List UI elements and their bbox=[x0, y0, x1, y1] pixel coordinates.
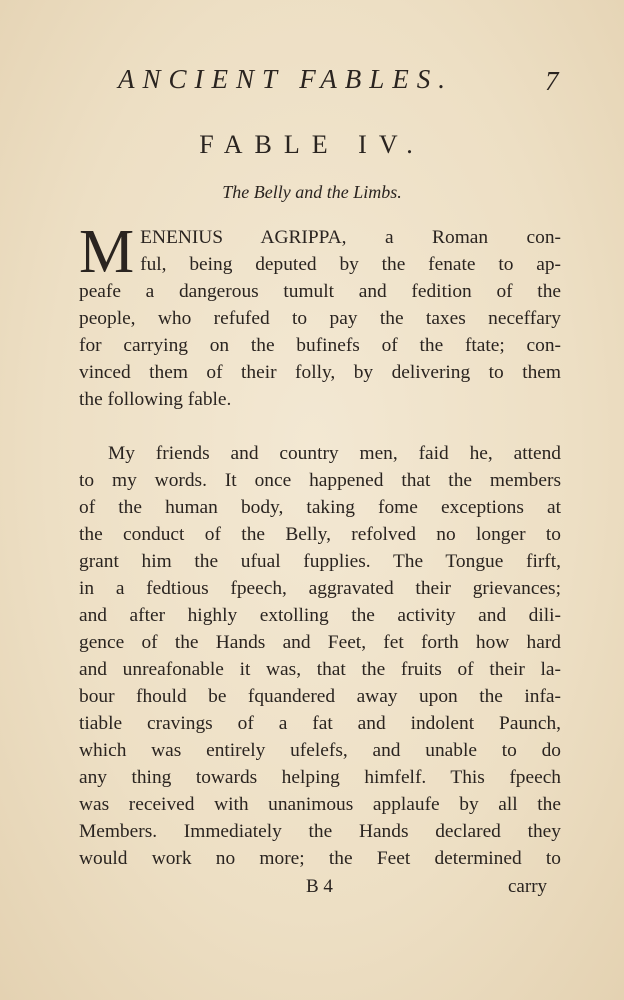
text-line: gence of the Hands and Feet, fet forth how hard bbox=[79, 632, 561, 653]
text-line: Members. Immediately the Hands declared they bbox=[79, 821, 561, 842]
page-number: 7 bbox=[545, 66, 559, 96]
text-line: vinced them of their folly, by delivering to them bbox=[79, 362, 561, 383]
text-line: grant him the ufual fupplies. The Tongue firft, bbox=[79, 551, 561, 572]
text-line: peafe a dangerous tumult and fedition of the bbox=[79, 281, 561, 302]
text-line: ful, being deputed by the fenate to ap- bbox=[140, 254, 561, 275]
text-line: would work no more; the Feet determined to bbox=[79, 848, 561, 869]
text-line: people, who refufed to pay the taxes neceffary bbox=[79, 308, 561, 329]
catchword: carry bbox=[508, 876, 548, 897]
text-line: for carrying on the bufinefs of the ftate; con- bbox=[79, 335, 561, 356]
text-line: to my words. It once happened that the members bbox=[79, 470, 561, 491]
text-line: of the human body, taking fome exceptions at bbox=[79, 497, 561, 518]
signature-mark: B 4 bbox=[306, 876, 333, 897]
text-line: the following fable. bbox=[79, 389, 232, 410]
fable-subtitle: The Belly and the Limbs. bbox=[222, 182, 402, 202]
fable-title: FABLE IV. bbox=[199, 130, 425, 159]
text-line: which was entirely ufelefs, and unable to do bbox=[79, 740, 561, 761]
text-line: tiable cravings of a fat and indolent Paunch, bbox=[79, 713, 561, 734]
text-line: bour fhould be fquandered away upon the infa- bbox=[79, 686, 561, 707]
text-line: ENENIUS AGRIPPA, a Roman con- bbox=[140, 227, 561, 248]
paragraph-intro bbox=[79, 218, 561, 413]
text-line: My friends and country men, faid he, attend bbox=[108, 443, 561, 464]
running-head: ANCIENT FABLES. bbox=[118, 64, 454, 94]
text-line: and after highly extolling the activity and dili- bbox=[79, 605, 561, 626]
text-line: was received with unanimous applaufe by all the bbox=[79, 794, 561, 815]
paragraph-fable bbox=[79, 440, 561, 872]
text-line: and unreafonable it was, that the fruits of their la- bbox=[79, 659, 561, 680]
text-line: any thing towards helping himfelf. This fpeech bbox=[79, 767, 561, 788]
text-line: in a fedtious fpeech, aggravated their grievances; bbox=[79, 578, 561, 599]
text-line: the conduct of the Belly, refolved no longer to bbox=[79, 524, 561, 545]
drop-cap: M bbox=[79, 218, 135, 286]
